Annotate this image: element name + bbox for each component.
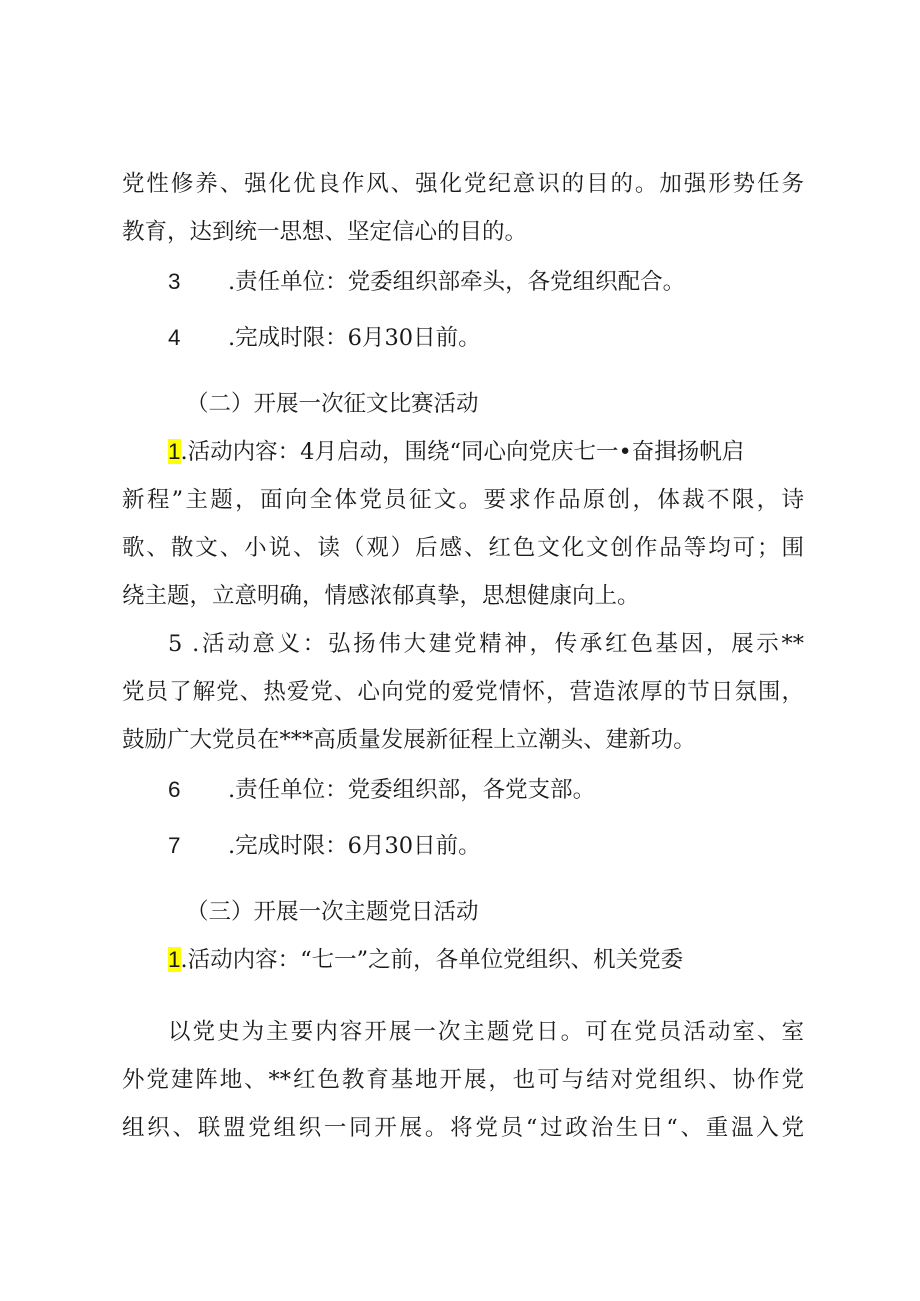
paragraph-line [168, 944, 683, 976]
paragraph-text: .活动内容：4月启动，围绕“同心向党庆七一•奋揖扬帆启 [180, 439, 745, 465]
paragraph-line: 新程”主题，面向全体党员征文。要求作品原创，体裁不限，诗 [122, 487, 804, 513]
item-number: 6 [168, 777, 181, 802]
item-number: 7 [168, 833, 181, 858]
paragraph-line: 外党建阵地、**红色教育基地开展，也可与结对党组织、协作党 [122, 1067, 804, 1093]
paragraph-line: 绕主题，立意明确，情感浓郁真挚，思想健康向上。 [122, 583, 640, 609]
paragraph-text: .活动内容：“七一”之前，各单位党组织、机关党委 [180, 947, 684, 973]
section-heading: （二）开展一次征文比赛活动 [186, 391, 479, 417]
item-number: 4 [168, 325, 181, 350]
paragraph-line: 教育，达到统一思想、坚定信心的目的。 [122, 219, 528, 245]
paragraph-line [168, 436, 744, 468]
paragraph-line: 5 .活动意义：弘扬伟大建党精神，传承红色基因，展示** [168, 631, 804, 657]
paragraph-line: 鼓励广大党员在***高质量发展新征程上立潮头、建新功。 [122, 727, 696, 753]
item-number: 3 [168, 269, 181, 294]
highlighted-number: 1 [168, 947, 181, 972]
item-text: .完成时限：6月30日前。 [228, 833, 481, 859]
section-heading: （三）开展一次主题党日活动 [186, 899, 479, 925]
paragraph-line: 党性修养、强化优良作风、强化党纪意识的目的。加强形势任务 [122, 171, 804, 197]
paragraph-line: 歌、散文、小说、读（观）后感、红色文化文创作品等均可；围 [122, 535, 804, 561]
paragraph-line: 以党史为主要内容开展一次主题党日。可在党员活动室、室 [168, 1019, 804, 1045]
paragraph-line: 组织、联盟党组织一同开展。将党员“过政治生日“、重温入党 [122, 1115, 804, 1141]
item-text: .完成时限：6月30日前。 [228, 325, 481, 351]
item-text: .责任单位：党委组织部，各党支部。 [228, 777, 596, 803]
highlighted-number: 1 [168, 439, 181, 464]
paragraph-line: 党员了解党、热爱党、心向党的爱党情怀，营造浓厚的节日氛围， [122, 679, 804, 705]
item-text: .责任单位：党委组织部牵头，各党组织配合。 [228, 269, 686, 295]
